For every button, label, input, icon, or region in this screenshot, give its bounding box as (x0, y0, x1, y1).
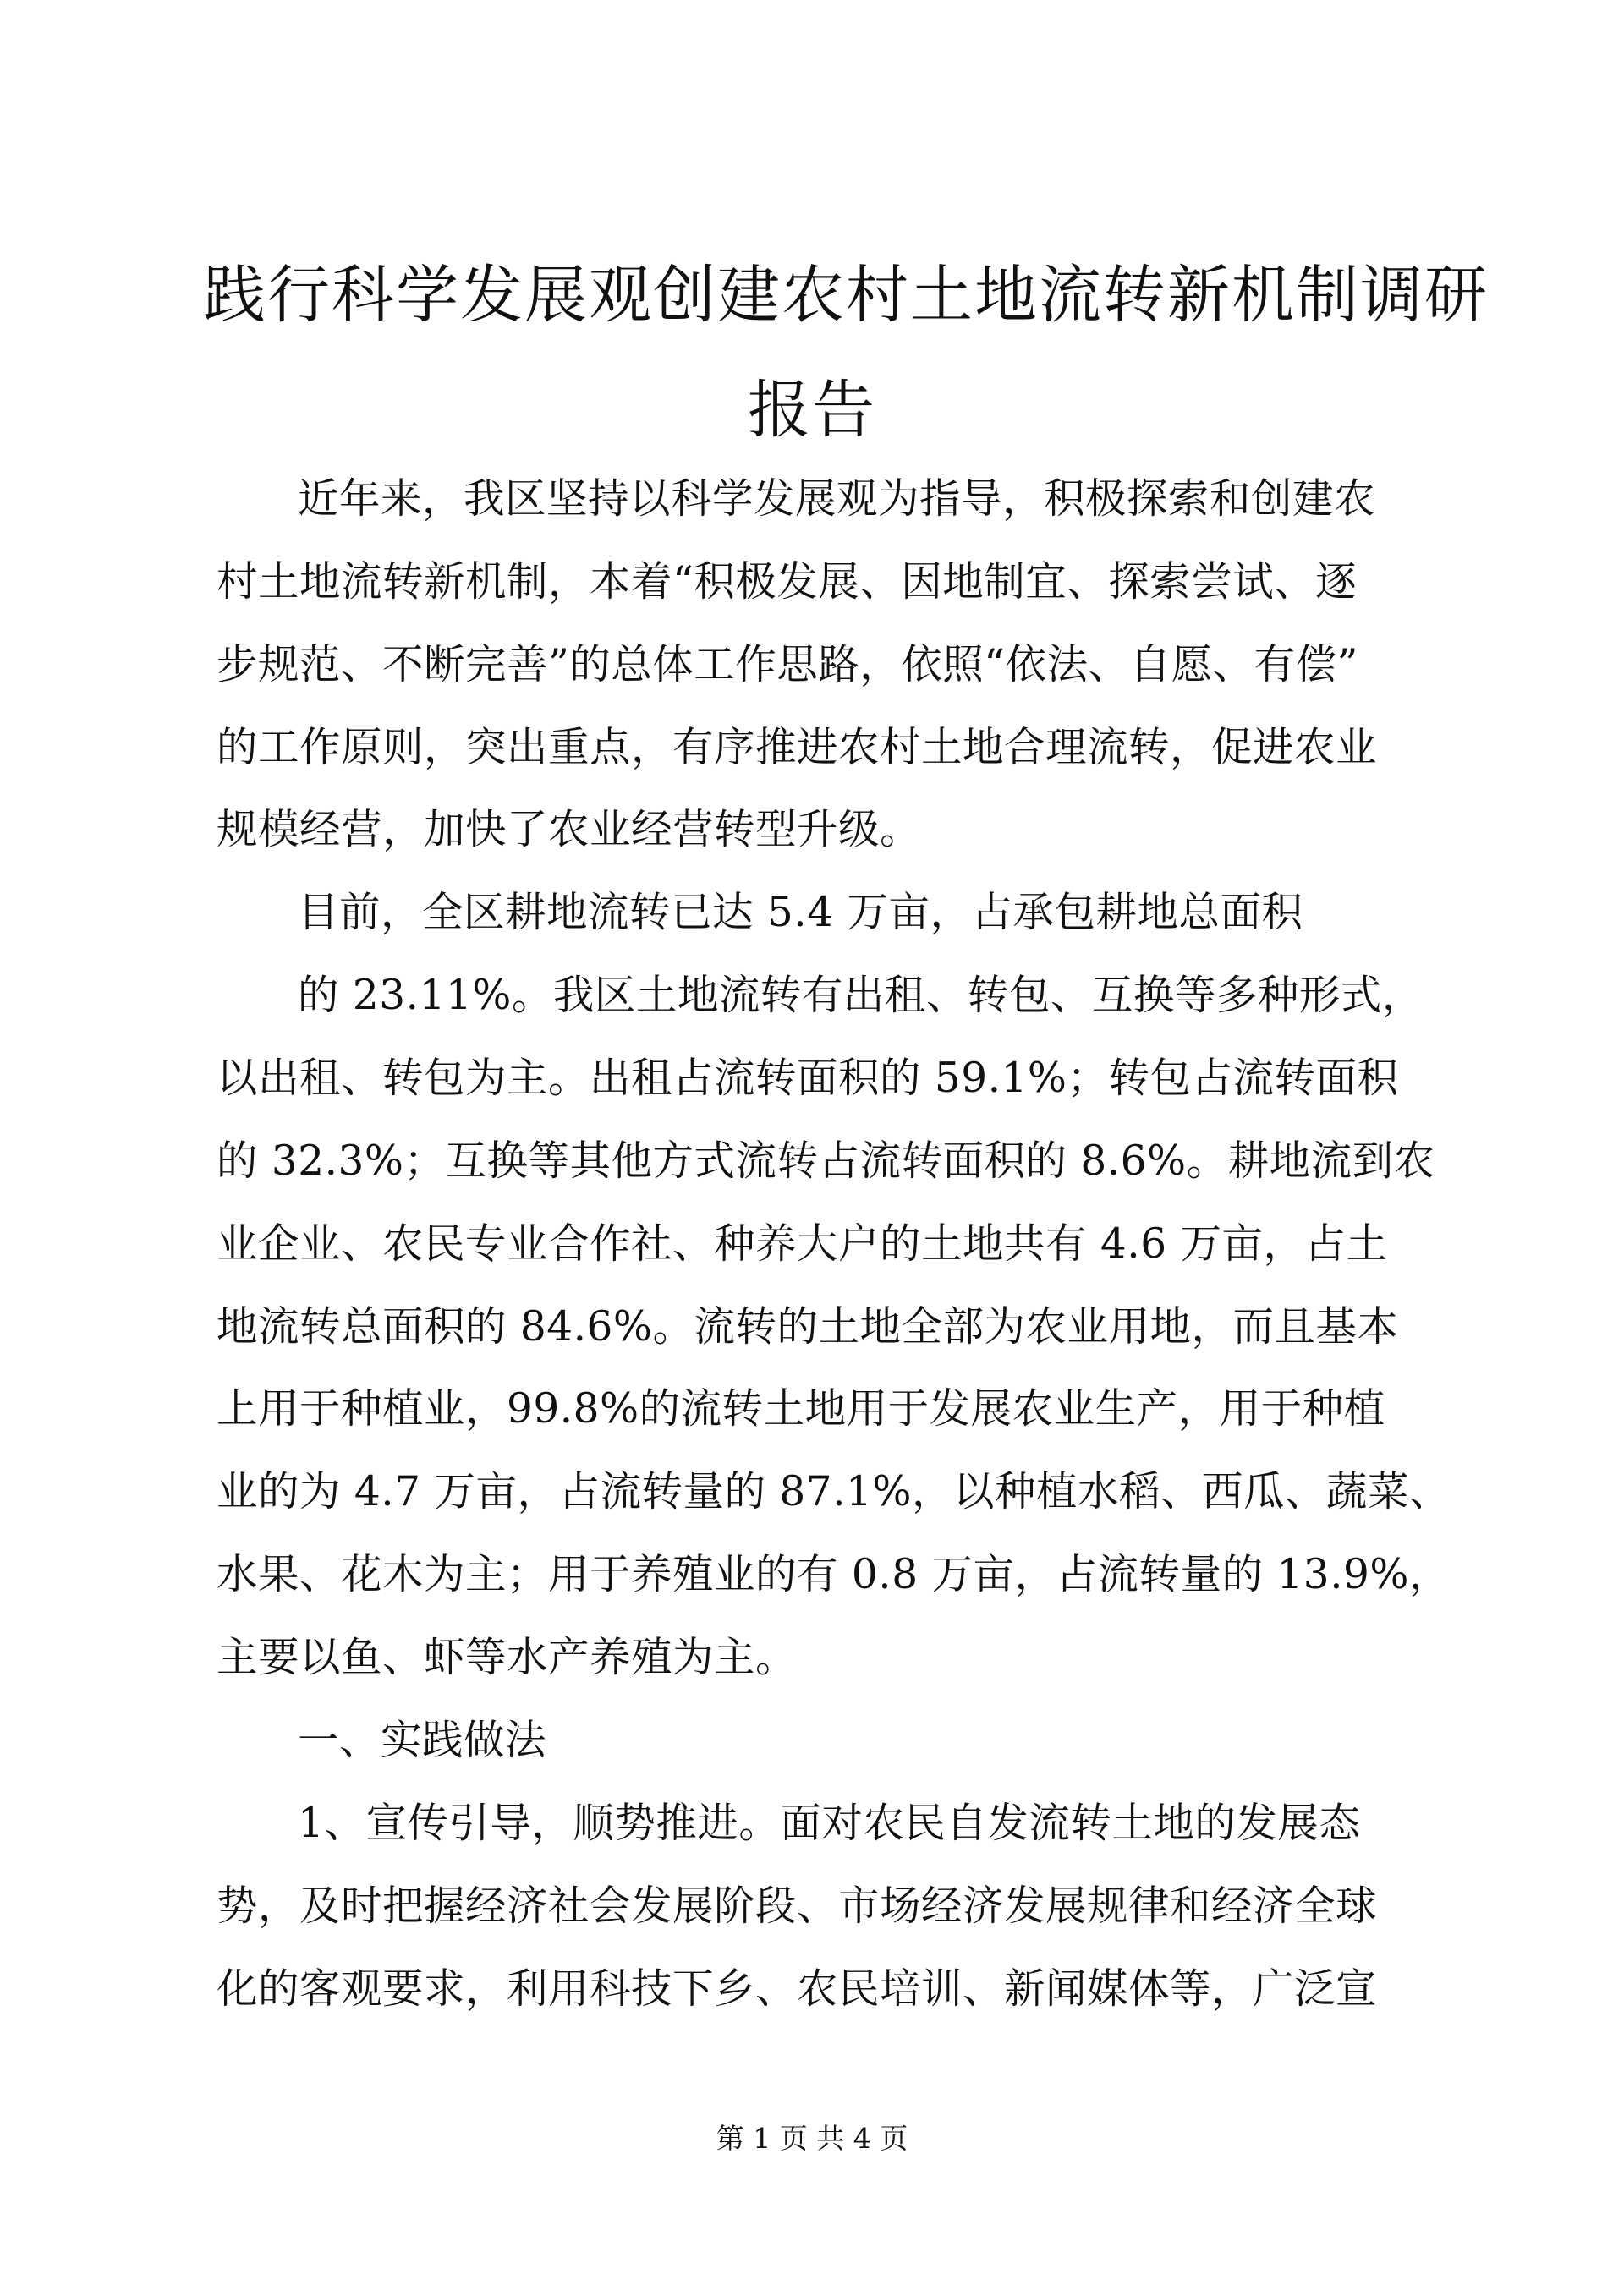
page-number: 第 1 页 共 4 页 (716, 2122, 908, 2155)
body-line: 业的为 4.7 万亩，占流转量的 87.1%，以种植水稻、西瓜、蔬菜、 (217, 1468, 1451, 1515)
body-line: 地流转总面积的 84.6%。流转的土地全部为农业用地，而且基本 (217, 1303, 1399, 1351)
body-line: 的 23.11%。我区土地流转有出租、转包、互换等多种形式， (298, 972, 1424, 1019)
body-line: 势，及时把握经济社会发展阶段、市场经济发展规律和经济全球 (217, 1882, 1378, 1930)
body-line: 1、宣传引导，顺势推进。面对农民自发流转土地的发展态 (298, 1800, 1361, 1847)
body-line: 上用于种植业，99.8%的流转土地用于发展农业生产，用于种植 (217, 1385, 1385, 1433)
body-line: 水果、花木为主；用于养殖业的有 0.8 万亩，占流转量的 13.9%， (217, 1551, 1451, 1598)
body-line: 目前，全区耕地流转已达 5.4 万亩，占承包耕地总面积 (298, 889, 1303, 936)
document-title-line-2: 报告 (748, 374, 876, 447)
body-line: 步规范、不断完善”的总体工作思路，依照“依法、自愿、有偿” (217, 641, 1358, 688)
document-title-line-1: 践行科学发展观创建农村土地流转新机制调研 (203, 259, 1489, 332)
section-heading: 一、实践做法 (298, 1717, 547, 1764)
body-line: 业企业、农民专业合作社、种养大户的土地共有 4.6 万亩，占土 (217, 1220, 1388, 1268)
body-line: 近年来，我区坚持以科学发展观为指导，积极探索和创建农 (298, 475, 1376, 523)
body-line: 化的客观要求，利用科技下乡、农民培训、新闻媒体等，广泛宣 (217, 1965, 1378, 2013)
body-line: 规模经营，加快了农业经营转型升级。 (217, 806, 922, 853)
body-line: 以出租、转包为主。出租占流转面积的 59.1%；转包占流转面积 (217, 1055, 1399, 1102)
body-line: 的 32.3%；互换等其他方式流转占流转面积的 8.6%。耕地流到农 (217, 1137, 1435, 1185)
body-line: 主要以鱼、虾等水产养殖为主。 (217, 1634, 798, 1681)
body-line: 的工作原则，突出重点，有序推进农村土地合理流转，促进农业 (217, 724, 1378, 771)
body-line: 村土地流转新机制，本着“积极发展、因地制宜、探索尝试、逐 (217, 558, 1358, 606)
